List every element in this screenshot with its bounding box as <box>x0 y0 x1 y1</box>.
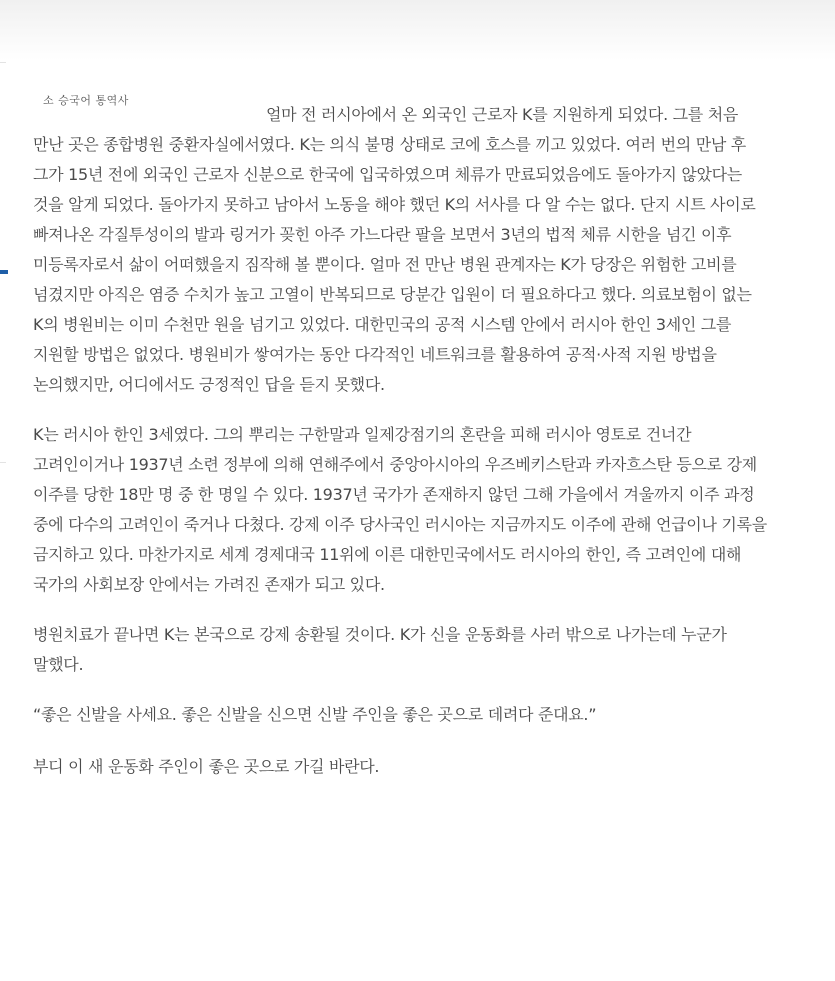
top-fade-band <box>0 0 835 60</box>
author-byline: 소 승국어 통역사 <box>43 94 129 107</box>
left-edge-tick <box>0 462 6 463</box>
article-paragraph-3: 병원치료가 끝나면 K는 본국으로 강제 송환될 것이다. K가 신을 운동화를 사러 밖으로 나가는데 누군가 말했다. <box>33 625 727 674</box>
left-edge-marker <box>0 270 8 274</box>
article-paragraph-2: K는 러시아 한인 3세였다. 그의 뿌리는 구한말과 일제강점기의 혼란을 피해 러시아 영토로 건너간 고려인이거나 1937년 소련 정부에 의해 연해주에서 중앙아시아의 우즈베키스탄과 카자흐스탄 등으로 강제 이주를 당한 18만 명 중 한 명일 수 있다. 1937년 국가가 존재하지 않던 그해 가을에서 겨울까지 이주 과정 중에 다수의 고려인이 죽거나 다쳤다. 강제 이주 당사국인 러시아는 지금까지도 이주에 관해 언급이나 기록을 금지하고 있다. 마찬가지로 세계 경제대국 11위에 이른 대한민국에서도 러시아의 한인, 즉 고려인에 대해 국가의 사회보장 안에서는 가려진 존재가 되고 있다. <box>33 425 767 594</box>
left-edge-tick <box>0 62 6 63</box>
article-quote: “좋은 신발을 사세요. 좋은 신발을 신으면 신발 주인을 좋은 곳으로 데려다 준대요.” <box>33 705 597 724</box>
article-body <box>33 94 773 802</box>
article-paragraph-1: 얼마 전 러시아에서 온 외국인 근로자 K를 지원하게 되었다. 그를 처음 만난 곳은 종합병원 중환자실에서였다. K는 의식 불명 상태로 코에 호스를 끼고 있었다. 여러 번의 만남 후 그가 15년 전에 외국인 근로자 신분으로 한국에 입국하였으며 체류가 만료되었음에도 돌아가지 않았다는 것을 알게 되었다. 돌아가지 못하고 남아서 노동을 해야 했던 K의 서사를 다 알 수는 없다. 단지 시트 사이로 빠져나온 각질투성이의 발과 링거가 꽂힌 아주 가느다란 팔을 보면서 3년의 법적 체류 시한을 넘긴 이후 미등록자로서 삶이 어떠했을지 짐작해 볼 뿐이다. 얼마 전 만난 병원 관계자는 K가 당장은 위험한 고비를 넘겼지만 아직은 염증 수치가 높고 고열이 반복되므로 당분간 입원이 더 필요하다고 했다. 의료보험이 없는 K의 병원비는 이미 수천만 원을 넘기고 있었다. 대한민국의 공적 시스템 안에서 러시아 한인 3세인 그를 지원할 방법은 없었다. 병원비가 쌓여가는 동안 다각적인 네트워크를 활용하여 공적·사적 지원 방법을 논의했지만, 어디에서도 긍정적인 답을 듣지 못했다. <box>33 105 756 394</box>
article-closing: 부디 이 새 운동화 주인이 좋은 곳으로 가길 바란다. <box>33 757 380 776</box>
